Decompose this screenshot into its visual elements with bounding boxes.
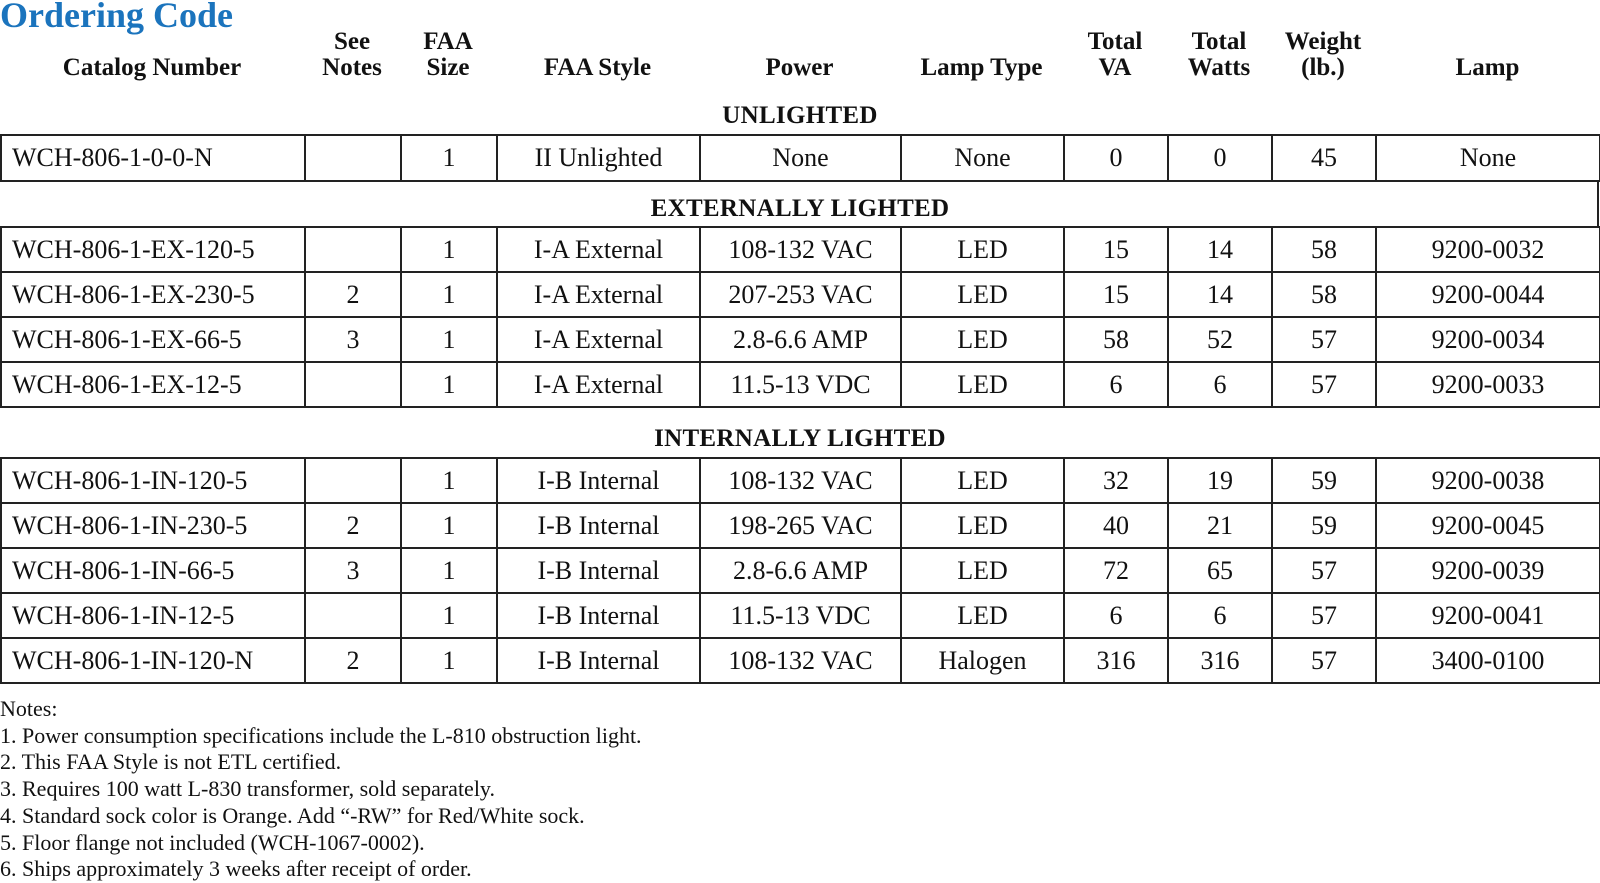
total-watts-cell: 21 [1168, 503, 1272, 548]
weight-cell: 45 [1272, 135, 1376, 181]
table-row [1, 317, 1600, 362]
faa-size-cell: 1 [401, 503, 497, 548]
total-watts-cell: 14 [1168, 272, 1272, 317]
lamp-type-cell: LED [901, 272, 1064, 317]
faa-style-cell: I-A External [497, 362, 700, 407]
lamp-cell: 9200-0034 [1376, 317, 1600, 362]
total-va-cell: 32 [1064, 458, 1168, 503]
weight-cell: 57 [1272, 548, 1376, 593]
lamp-type-cell: None [901, 135, 1064, 181]
lamp-cell: None [1376, 135, 1600, 181]
lamp-cell: 9200-0033 [1376, 362, 1600, 407]
note-item: 6. Ships approximately 3 weeks after receipt of order. [0, 856, 472, 882]
note-item: 3. Requires 100 watt L-830 transformer, sold separately. [0, 776, 495, 802]
page-title: Ordering Code [0, 0, 233, 35]
catalog-number-cell: WCH-806-1-EX-66-5 [1, 317, 305, 362]
catalog-number-cell: WCH-806-1-IN-120-N [1, 638, 305, 683]
faa-style-cell: I-B Internal [497, 503, 700, 548]
faa-size-cell: 1 [401, 362, 497, 407]
lamp-cell: 9200-0041 [1376, 593, 1600, 638]
table-row [1, 593, 1600, 638]
see-notes-cell: 2 [305, 272, 401, 317]
weight-cell: 57 [1272, 593, 1376, 638]
total-va-cell: 15 [1064, 272, 1168, 317]
catalog-number-cell: WCH-806-1-EX-120-5 [1, 227, 305, 272]
header-total-watts: Total Watts [1187, 28, 1251, 81]
power-cell: 11.5-13 VDC [700, 362, 901, 407]
faa-style-cell: I-B Internal [497, 638, 700, 683]
header-weight: Weight (lb.) [1284, 28, 1362, 81]
total-watts-cell: 0 [1168, 135, 1272, 181]
lamp-type-cell: Halogen [901, 638, 1064, 683]
power-cell: 108-132 VAC [700, 638, 901, 683]
notes-block [0, 696, 642, 883]
catalog-number-cell: WCH-806-1-IN-120-5 [1, 458, 305, 503]
total-watts-cell: 19 [1168, 458, 1272, 503]
power-cell: 11.5-13 VDC [700, 593, 901, 638]
faa-size-cell: 1 [401, 548, 497, 593]
lamp-type-cell: LED [901, 458, 1064, 503]
see-notes-cell: 3 [305, 317, 401, 362]
total-va-cell: 15 [1064, 227, 1168, 272]
header-catalog-number: Catalog Number [62, 54, 242, 81]
see-notes-cell [305, 458, 401, 503]
header-total-va: Total VA [1087, 28, 1143, 81]
power-cell: 108-132 VAC [700, 227, 901, 272]
lamp-type-cell: LED [901, 227, 1064, 272]
weight-cell: 59 [1272, 503, 1376, 548]
see-notes-cell: 3 [305, 548, 401, 593]
faa-style-cell: II Unlighted [497, 135, 700, 181]
table-row [1, 135, 1600, 181]
unlighted-table [0, 134, 1600, 182]
see-notes-cell [305, 593, 401, 638]
table-row [1, 227, 1600, 272]
faa-size-cell: 1 [401, 272, 497, 317]
see-notes-cell [305, 227, 401, 272]
faa-style-cell: I-B Internal [497, 548, 700, 593]
lamp-cell: 3400-0100 [1376, 638, 1600, 683]
see-notes-cell [305, 362, 401, 407]
power-cell: 198-265 VAC [700, 503, 901, 548]
externally-lighted-table [0, 226, 1600, 408]
catalog-number-cell: WCH-806-1-IN-66-5 [1, 548, 305, 593]
faa-size-cell: 1 [401, 458, 497, 503]
faa-style-cell: I-A External [497, 272, 700, 317]
catalog-number-cell: WCH-806-1-EX-230-5 [1, 272, 305, 317]
header-faa-size: FAA Size [423, 28, 473, 81]
lamp-cell: 9200-0038 [1376, 458, 1600, 503]
total-watts-cell: 6 [1168, 593, 1272, 638]
total-watts-cell: 65 [1168, 548, 1272, 593]
notes-heading: Notes: [0, 696, 58, 721]
total-va-cell: 316 [1064, 638, 1168, 683]
catalog-number-cell: WCH-806-1-IN-12-5 [1, 593, 305, 638]
total-watts-cell: 6 [1168, 362, 1272, 407]
faa-size-cell: 1 [401, 638, 497, 683]
lamp-cell: 9200-0045 [1376, 503, 1600, 548]
faa-size-cell: 1 [401, 317, 497, 362]
total-watts-cell: 52 [1168, 317, 1272, 362]
power-cell: 2.8-6.6 AMP [700, 317, 901, 362]
section-label-internally-lighted: INTERNALLY LIGHTED [654, 425, 946, 452]
total-watts-cell: 316 [1168, 638, 1272, 683]
note-item: 5. Floor flange not included (WCH-1067-0002). [0, 829, 425, 855]
lamp-type-cell: LED [901, 548, 1064, 593]
lamp-type-cell: LED [901, 362, 1064, 407]
table-row [1, 272, 1600, 317]
total-va-cell: 0 [1064, 135, 1168, 181]
weight-cell: 59 [1272, 458, 1376, 503]
catalog-number-cell: WCH-806-1-IN-230-5 [1, 503, 305, 548]
table-row [1, 362, 1600, 407]
lamp-type-cell: LED [901, 317, 1064, 362]
power-cell: 108-132 VAC [700, 458, 901, 503]
table-row [1, 458, 1600, 503]
weight-cell: 57 [1272, 638, 1376, 683]
faa-size-cell: 1 [401, 227, 497, 272]
header-lamp-type: Lamp Type [920, 54, 1043, 81]
note-item: 1. Power consumption specifications include the L-810 obstruction light. [0, 722, 642, 748]
total-va-cell: 6 [1064, 593, 1168, 638]
total-va-cell: 40 [1064, 503, 1168, 548]
total-watts-cell: 14 [1168, 227, 1272, 272]
header-lamp: Lamp [1455, 54, 1520, 81]
see-notes-cell [305, 135, 401, 181]
header-see-notes: See Notes [322, 28, 382, 81]
power-cell: None [700, 135, 901, 181]
table-row [1, 503, 1600, 548]
lamp-type-cell: LED [901, 593, 1064, 638]
total-va-cell: 72 [1064, 548, 1168, 593]
lamp-cell: 9200-0032 [1376, 227, 1600, 272]
total-va-cell: 6 [1064, 362, 1168, 407]
note-item: 2. This FAA Style is not ETL certified. [0, 749, 342, 775]
lamp-type-cell: LED [901, 503, 1064, 548]
power-cell: 2.8-6.6 AMP [700, 548, 901, 593]
table-row [1, 638, 1600, 683]
note-item: 4. Standard sock color is Orange. Add “-RW” for Red/White sock. [0, 802, 585, 828]
table-row [1, 548, 1600, 593]
power-cell: 207-253 VAC [700, 272, 901, 317]
see-notes-cell: 2 [305, 503, 401, 548]
section-label-externally-lighted: EXTERNALLY LIGHTED [650, 195, 950, 222]
catalog-number-cell: WCH-806-1-EX-12-5 [1, 362, 305, 407]
faa-style-cell: I-B Internal [497, 458, 700, 503]
weight-cell: 57 [1272, 317, 1376, 362]
faa-style-cell: I-B Internal [497, 593, 700, 638]
lamp-cell: 9200-0039 [1376, 548, 1600, 593]
header-power: Power [765, 54, 834, 81]
faa-size-cell: 1 [401, 593, 497, 638]
weight-cell: 58 [1272, 272, 1376, 317]
weight-cell: 58 [1272, 227, 1376, 272]
internally-lighted-table [0, 457, 1600, 684]
section-label-unlighted: UNLIGHTED [722, 102, 878, 129]
total-va-cell: 58 [1064, 317, 1168, 362]
header-faa-style: FAA Style [543, 54, 652, 81]
weight-cell: 57 [1272, 362, 1376, 407]
catalog-number-cell: WCH-806-1-0-0-N [1, 135, 305, 181]
faa-style-cell: I-A External [497, 227, 700, 272]
see-notes-cell: 2 [305, 638, 401, 683]
faa-size-cell: 1 [401, 135, 497, 181]
faa-style-cell: I-A External [497, 317, 700, 362]
lamp-cell: 9200-0044 [1376, 272, 1600, 317]
